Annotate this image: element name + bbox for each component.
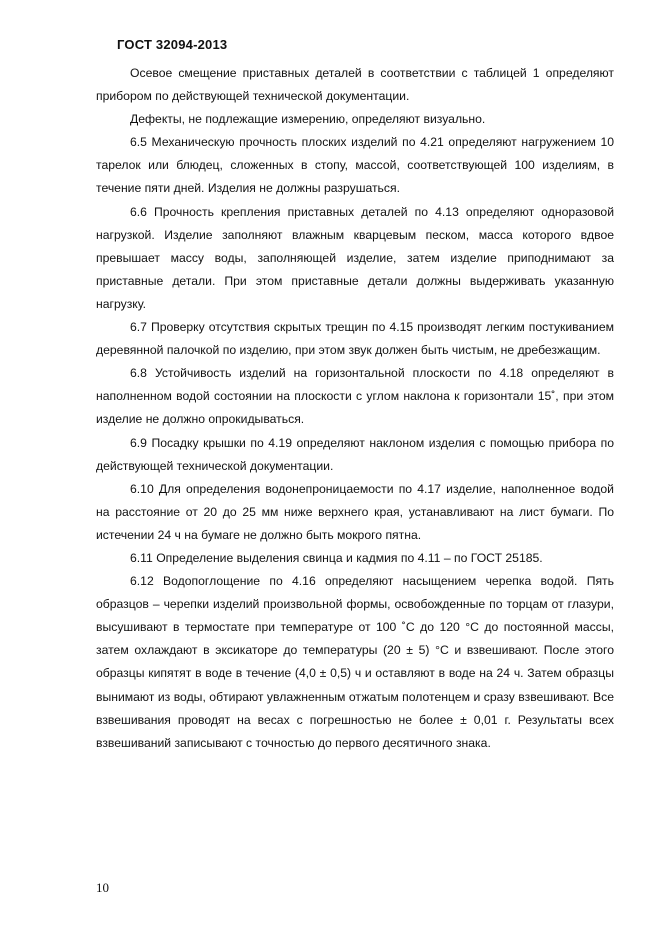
paragraph-6-6: 6.6 Прочность крепления приставных деталей по 4.13 определяют одноразовой нагрузкой. Изделие заполняют влажным кварцевым песком, масса которого вдвое превышает массу воды, заполняющей изделие, затем изделие приподнимают за приставные детали. При этом приставные детали должны выдерживать указанную нагрузку. <box>96 204 614 311</box>
paragraph-6-9: 6.9 Посадку крышки по 4.19 определяют наклоном изделия с помощью прибора по действующей технической документации. <box>96 435 614 473</box>
document-header: ГОСТ 32094-2013 <box>117 37 228 52</box>
paragraph-6-11: 6.11 Определение выделения свинца и кадмия по 4.11 – по ГОСТ 25185. <box>130 550 543 565</box>
document-body <box>96 62 614 755</box>
paragraph-6-12: 6.12 Водопоглощение по 4.16 определяют насыщением черепка водой. Пять образцов – черепки изделий произвольной формы, освобожденные по торцам от глазури, высушивают в термостате при температуре от 100 ˚С до 120 °С до постоянной массы, затем охлаждают в эксикаторе до температуры (20 ± 5) °С и взвешивают. После этого образцы кипятят в воде в течение (4,0 ± 0,5) ч и оставляют в воде на 24 ч. Затем образцы вынимают из воды, обтирают увлажненным отжатым полотенцем и сразу взвешивают. Все взвешивания проводят на весах с погрешностью не более ± 0,01 г. Результаты всех взвешиваний записывают с точностью до первого десятичного знака. <box>96 574 614 750</box>
paragraph-6-10: 6.10 Для определения водонепроницаемости по 4.17 изделие, наполненное водой на расстояние от 20 до 25 мм ниже верхнего края, устанавливают на лист бумаги. По истечении 24 ч на бумаге не должно быть мокрого пятна. <box>96 481 614 542</box>
paragraph-6-8: 6.8 Устойчивость изделий на горизонтальной плоскости по 4.18 определяют в наполненном водой состоянии на плоскости с углом наклона к горизонтали 15˚, при этом изделие не должно опрокидываться. <box>96 366 614 427</box>
page-number: 10 <box>96 880 109 895</box>
paragraph-axial-displacement: Осевое смещение приставных деталей в соответствии с таблицей 1 определяют прибором по действующей технической документации. <box>96 66 614 104</box>
paragraph-6-5: 6.5 Механическую прочность плоских изделий по 4.21 определяют нагружением 10 тарелок или блюдец, сложенных в стопу, массой, соответствующей 100 изделиям, в течение пяти дней. Изделия не должны разрушаться. <box>96 135 614 196</box>
paragraph-6-7: 6.7 Проверку отсутствия скрытых трещин по 4.15 производят легким постукиванием деревянной палочкой по изделию, при этом звук должен быть чистым, не дребезжащим. <box>96 320 614 358</box>
paragraph-defects: Дефекты, не подлежащие измерению, определяют визуально. <box>130 112 486 127</box>
